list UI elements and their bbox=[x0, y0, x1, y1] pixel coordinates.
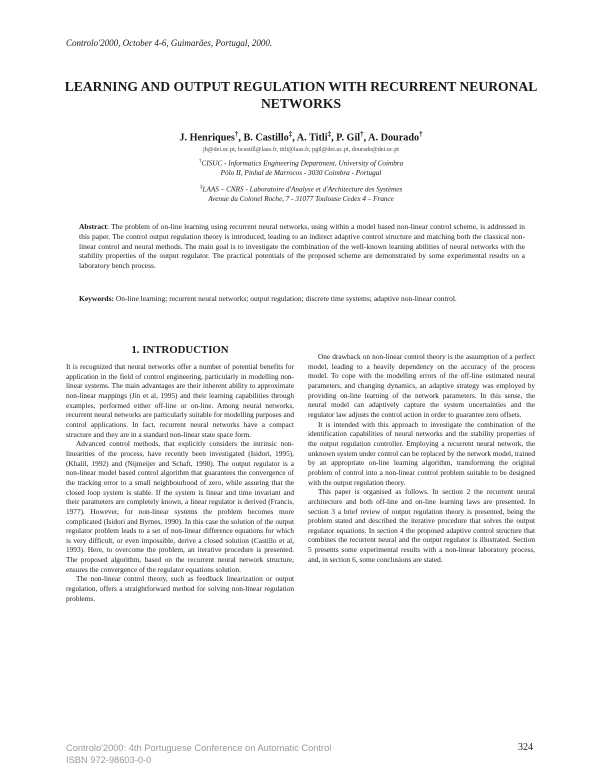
author-name: A. Titli bbox=[296, 132, 328, 144]
affiliation-address: Pólo II, Pinhal de Marrocos - 3030 Coimbra - Portugal bbox=[220, 169, 382, 178]
paragraph: Advanced control methods, that explicitly considers the intrinsic non-linearities of the process, have recently been investigated (Isidori, 1995), (Khalil, 1992) and (Nijmeijer and Schaft, 1990). The output regulator is a non-linear model based control algorithm that guarantees the convergence of the tracking error to a small neighbourhood of zero, while assuring that the closed loop system is stable. If the system is linear and time invariant and their parameters are completely known, a linear regulator is derived (Francis, 1977). However, for non-linear systems the problem becomes more complicated (Isidori and Byrnes, 1990). In this case the solution of the output regulator problem leads to a set of non-linear difference equations for which is very difficult, or even impossible, derive a closed solution (Castillo et al, 1993). Here, to overcome the problem, an iterative procedure is presented. The proposed algorithm, based on the recurrent neural network structure, ensures the convergence of the regulator equations solution. bbox=[66, 439, 294, 574]
affiliation-line bbox=[60, 156, 542, 168]
author-separator: , bbox=[331, 132, 337, 144]
paragraph: This paper is organised as follows. In section 2 the recurrent neural architecture and both off-line and on-line learning laws are presented. In section 3 a brief review of output regulation theory is presented, being the problem stated and described the iterative procedure that solves the output regulator equations. In section 4 the proposed adaptive control structure that combines the recurrent neural and the output regulator is illustrated. Section 5 presents some experimental results with a non-linear laboratory process, and, in section 6, some conclusions are stated. bbox=[308, 487, 535, 564]
right-column bbox=[308, 352, 535, 564]
abstract-text: : The problem of on-line learning using recurrent neural networks, using within a model based non-linear control scheme, is addressed in this paper. The control output regulation theory is introduced, leading to an indirect adaptive control structure and matching both the classical non-linear control and neural methods. The main goal is to investigate the combination of the well-known learning abilities of neural networks with the stability properties of the output regulator. The practical potentials of the proposed scheme are demonstrated by some experimental results on a laboratory bench process. bbox=[79, 222, 525, 271]
author-list bbox=[60, 130, 542, 143]
page-number: 324 bbox=[518, 742, 533, 753]
paragraph: It is intended with this approach to investigate the combination of the identification capabilities of neural networks and the stability properties of the output regulation controller. Employing a recurrent neural network, the unknown system under control can be replaced by the network model, trained by an appropriate on-line learning algorithm, transforming the original problem of control into a non-linear control problem suitable to be designed with the output regulation theory. bbox=[308, 419, 535, 487]
author-name: P. Gil bbox=[336, 132, 361, 144]
affiliation-laas bbox=[60, 182, 542, 204]
paper-title: LEARNING AND OUTPUT REGULATION WITH RECURRENT NEURONAL NETWORKS bbox=[64, 79, 538, 111]
affiliation-cisuc bbox=[60, 156, 542, 178]
author-name: A. Dourado bbox=[368, 132, 420, 144]
conference-footer bbox=[66, 742, 331, 766]
paragraph: The non-linear control theory, such as feedback linearization or output regulation, offers a straightforward method for solving non-linear regulation problems. bbox=[66, 574, 294, 603]
author-name: J. Henriques bbox=[179, 132, 235, 144]
author-separator: , bbox=[238, 132, 244, 144]
keywords bbox=[79, 294, 525, 304]
footer-conference: Controlo'2000: 4th Portuguese Conference on Automatic Control bbox=[66, 743, 332, 753]
footer-isbn: ISBN 972-98603-0-0 bbox=[66, 755, 152, 765]
affiliation-mark: ‡ bbox=[288, 130, 293, 138]
affiliation-mark: † bbox=[234, 130, 239, 138]
author-separator: , bbox=[363, 132, 369, 144]
affiliation-mark: ‡ bbox=[327, 130, 332, 138]
affiliation-mark: ‡ bbox=[199, 184, 203, 190]
affiliation-line bbox=[60, 182, 542, 194]
paragraph: One drawback on non-linear control theory is the assumption of a perfect model, leading to a heavily dependency on the accuracy of the process model. To cope with the modelling errors of the off-line estimated neural parameters, and changing dynamics, an adaptive strategy was employed by providing on-line learning of the network parameters. In this sense, the neural model can adaptively capture the system uncertainties and the regulator law adjusts the control action in order to guarantee zero offsets. bbox=[308, 352, 535, 419]
section-heading-introduction: 1. INTRODUCTION bbox=[131, 344, 229, 356]
affiliation-text: CISUC - Informatics Engineering Department, University of Coimbra bbox=[201, 159, 404, 168]
affiliation-mark: † bbox=[360, 130, 364, 138]
author-separator: , bbox=[292, 132, 297, 144]
keywords-label: Keywords: bbox=[79, 294, 114, 303]
author-emails: jh@dei.uc.pt, bcastill@laas.fr, titli@laas.fr, pgil@dei.uc.pt, dourado@dei.uc.pt bbox=[202, 146, 400, 153]
running-header: Controlo'2000, October 4-6, Guimarães, Portugal, 2000. bbox=[66, 38, 273, 48]
affiliation-mark: † bbox=[419, 130, 423, 138]
author-name: B. Castillo bbox=[243, 132, 289, 144]
keywords-text: On-line learning; recurrent neural networks; output regulation; discrete time systems; adaptive non-linear control. bbox=[114, 294, 457, 303]
affiliation-mark: † bbox=[198, 158, 202, 164]
abstract bbox=[79, 222, 525, 271]
abstract-label: Abstract bbox=[79, 222, 107, 231]
left-column bbox=[66, 362, 294, 603]
paragraph: It is recognized that neural networks offer a number of potential benefits for application in the field of control engineering, particularly in modelling non-linear systems. The main advantages are their inherent ability to approximate non-linear mappings (Jin et al, 1995) and their learning capabilities through examples, performed either off-line or on-line. Among neural networks, recurrent neural networks are particularly suitable for modelling purposes and control applications. In fact, recurrent neural networks have a compact structure and they are in a standard non-linear state space form. bbox=[66, 362, 294, 439]
affiliation-address: Avenue du Colonel Roche, 7 - 31077 Toulouse Cedex 4 – France bbox=[208, 195, 394, 204]
affiliation-text: LAAS – CNRS - Laboratoire d'Analyse et d'Architecture des Systèmes bbox=[202, 185, 403, 194]
